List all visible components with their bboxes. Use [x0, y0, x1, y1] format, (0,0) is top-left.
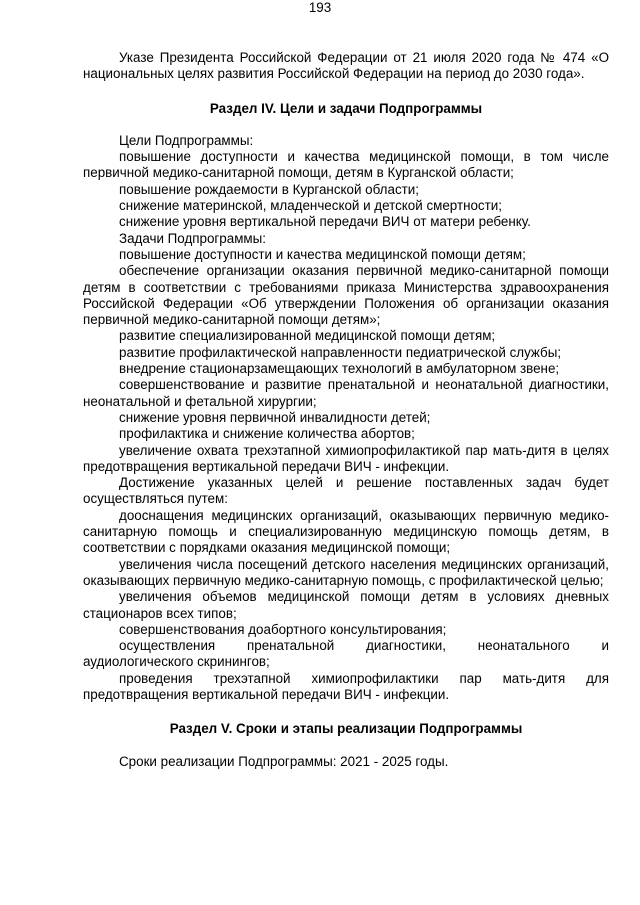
task-item: развитие специализированной медицинской помощи детям;	[119, 328, 496, 344]
document-body	[83, 50, 609, 770]
means-item: дооснащения медицинских организаций, оказывающих первичную медико-санитарную помощь и специализированную медицинскую помощь детям, в соответствии с порядками оказания медицинской помощи;	[83, 507, 609, 556]
means-item: проведения трехэтапной химиопрофилактики пар мать-дитя для предотвращения вертикальной передачи ВИЧ - инфекции.	[83, 670, 609, 702]
tasks-heading: Задачи Подпрограммы:	[119, 230, 266, 246]
task-item: совершенствование и развитие пренатальной и неонатальной диагностики, неонатальной и фетальной хирургии;	[83, 377, 609, 409]
section-5-title: Раздел V. Сроки и этапы реализации Подпрограммы	[169, 721, 523, 737]
goal-item: снижение уровня вертикальной передачи ВИЧ от матери ребенку.	[119, 214, 531, 230]
task-item: увеличение охвата трехэтапной химиопрофилактикой пар мать-дитя в целях предотвращения вертикальной передачи ВИЧ - инфекции.	[83, 442, 609, 474]
task-item: снижение уровня первичной инвалидности детей;	[119, 409, 431, 425]
task-item: повышение доступности и качества медицинской помощи детям;	[119, 246, 526, 262]
means-item: совершенствования доабортного консультирования;	[119, 621, 447, 637]
task-item: обеспечение организации оказания первичной медико-санитарной помощи детям в соответствии с требованиями приказа Министерства здравоохранения Российской Федерации «Об утверждении Положения об организации оказания первичной медико-санитарной помощи детям»;	[83, 263, 609, 328]
goal-item: снижение материнской, младенческой и детской смертности;	[119, 198, 502, 214]
means-item: осуществления пренатальной диагностики, неонатального и аудиологического скринингов;	[83, 638, 609, 670]
task-item: внедрение стационарзамещающих технологий в амбулаторном звене;	[119, 361, 560, 377]
section-4-title: Раздел IV. Цели и задачи Подпрограммы	[209, 100, 483, 116]
goal-item: повышение рождаемости в Курганской области;	[119, 181, 419, 197]
goal-item: повышение доступности и качества медицинской помощи, в том числе первичной медико-санитарной помощи, детям в Курганской области;	[83, 149, 609, 181]
task-item: развитие профилактической направленности педиатрической службы;	[119, 344, 562, 360]
page-number: 193	[308, 0, 332, 15]
goals-heading: Цели Подпрограммы:	[119, 132, 254, 148]
means-item: увеличения числа посещений детского населения медицинских организаций, оказывающих первичную медико-санитарную помощь, с профилактической целью;	[83, 556, 609, 588]
means-intro: Достижение указанных целей и решение поставленных задач будет осуществляться путем:	[83, 475, 609, 507]
means-item: увеличения объемов медицинской помощи детям в условиях дневных стационаров всех типов;	[83, 589, 609, 621]
terms-paragraph: Сроки реализации Подпрограммы: 2021 - 2025 годы.	[119, 753, 449, 769]
task-item: профилактика и снижение количества абортов;	[119, 426, 415, 442]
intro-paragraph: Указе Президента Российской Федерации от 21 июля 2020 года № 474 «О национальных целях развития Российской Федерации на период до 2030 года».	[83, 50, 609, 82]
